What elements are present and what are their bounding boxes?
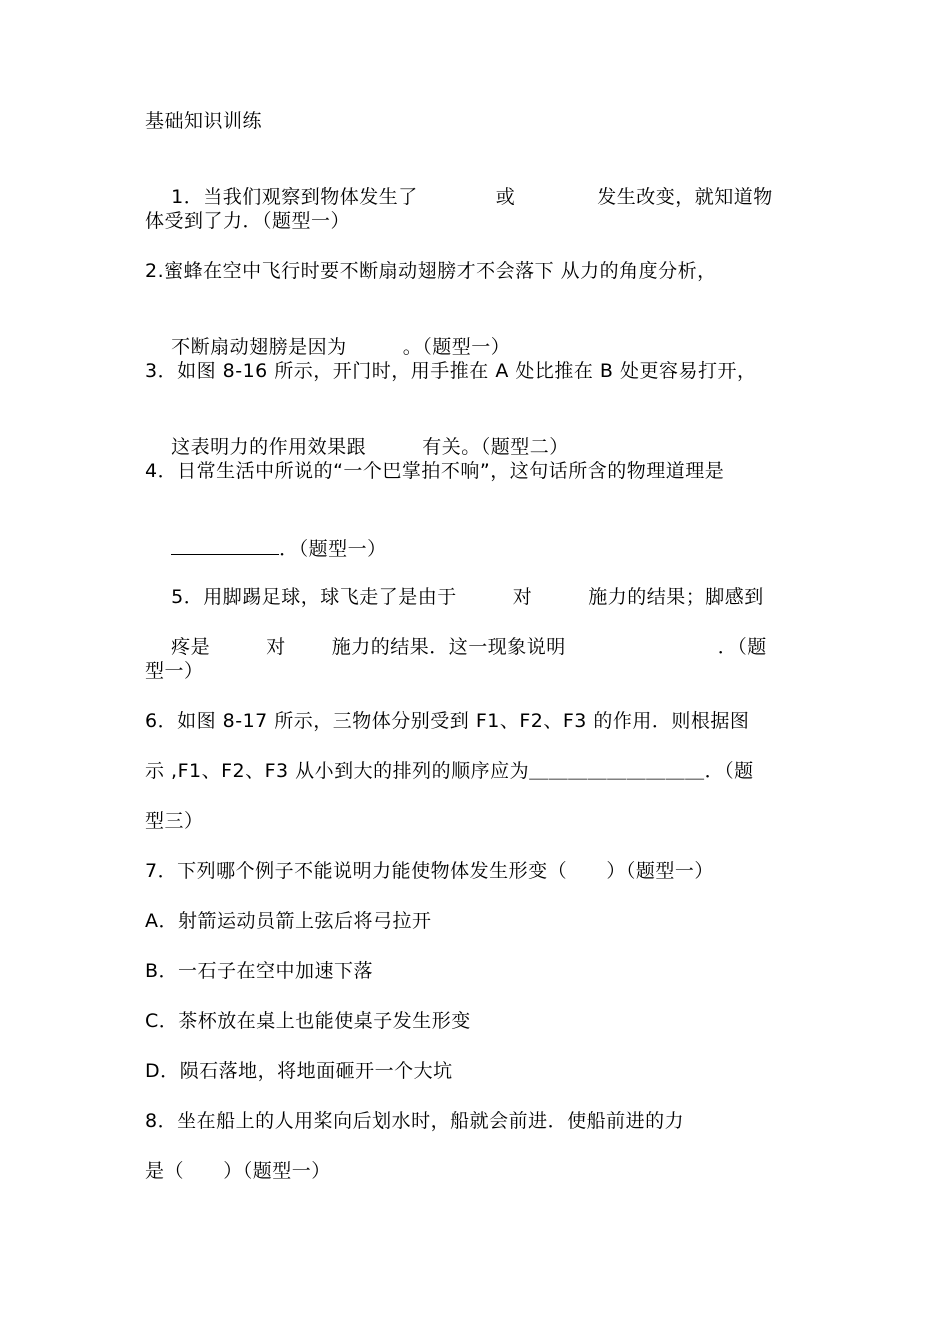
section-title: 基础知识训练 bbox=[145, 110, 263, 132]
q3-text-b: 有关。（题型二） bbox=[422, 436, 569, 458]
question-1-line-2: 体受到了力．（题型一） bbox=[145, 210, 351, 232]
q4-answer-blank bbox=[171, 534, 279, 555]
question-7-stem: 7．下列哪个例子不能说明力能使物体发生形变（ ）（题型一） bbox=[145, 860, 714, 882]
question-8-line-2: 是（ ）（题型一） bbox=[145, 1160, 331, 1182]
q5-text-e: 对 bbox=[266, 636, 286, 658]
question-8-line-1: 8．坐在船上的人用桨向后划水时，船就会前进．使船前进的力 bbox=[145, 1110, 685, 1132]
q1-text-b: 或 bbox=[495, 186, 516, 208]
q5-text-b: 对 bbox=[512, 586, 533, 608]
question-2-line-1: 2.蜜蜂在空中飞行时要不断扇动翅膀才不会落下 从力的角度分析， bbox=[145, 260, 717, 282]
q5-text-c: 施力的结果；脚感到 bbox=[588, 586, 764, 608]
question-7-option-c: C．茶杯放在桌上也能使桌子发生形变 bbox=[145, 1010, 471, 1032]
question-7-option-d: D．陨石落地，将地面砸开一个大坑 bbox=[145, 1060, 453, 1082]
question-7-option-a: A．射箭运动员箭上弦后将弓拉开 bbox=[145, 910, 432, 932]
q5-text-g: ．（题 bbox=[717, 636, 767, 658]
question-7-option-b: B．一石子在空中加速下落 bbox=[145, 960, 374, 982]
q1-text-c: 发生改变，就知道物 bbox=[597, 186, 773, 208]
question-3-line-1: 3．如图 8-16 所示，开门时，用手推在 A 处比推在 B 处更容易打开， bbox=[145, 360, 757, 382]
q3-text-a: 这表明力的作用效果跟 bbox=[171, 436, 367, 458]
q4-text-b: ．（题型一） bbox=[279, 538, 387, 560]
question-5-line-3: 型一） bbox=[145, 660, 204, 682]
question-5-line-2 bbox=[145, 608, 767, 686]
q1-text-a: 1．当我们观察到物体发生了 bbox=[171, 186, 418, 208]
q2-text-b: 。（题型一） bbox=[402, 336, 511, 358]
q5-text-a: 5．用脚踢足球，球飞走了是由于 bbox=[171, 586, 457, 608]
question-6-line-2: 示 ,F1、F2、F3 从小到大的排列的顺序应为＿＿＿＿＿＿＿＿＿．（题 bbox=[145, 760, 754, 782]
question-6-line-1: 6．如图 8-17 所示，三物体分别受到 F1、F2、F3 的作用．则根据图 bbox=[145, 710, 750, 732]
q5-text-f: 施力的结果．这一现象说明 bbox=[331, 636, 566, 658]
q5-text-d: 疼是 bbox=[171, 636, 211, 658]
question-4-line-1: 4．日常生活中所说的“一个巴掌拍不响”，这句话所含的物理道理是 bbox=[145, 460, 725, 482]
question-6-line-3: 型三） bbox=[145, 810, 204, 832]
q2-text-a: 不断扇动翅膀是因为 bbox=[171, 336, 347, 358]
